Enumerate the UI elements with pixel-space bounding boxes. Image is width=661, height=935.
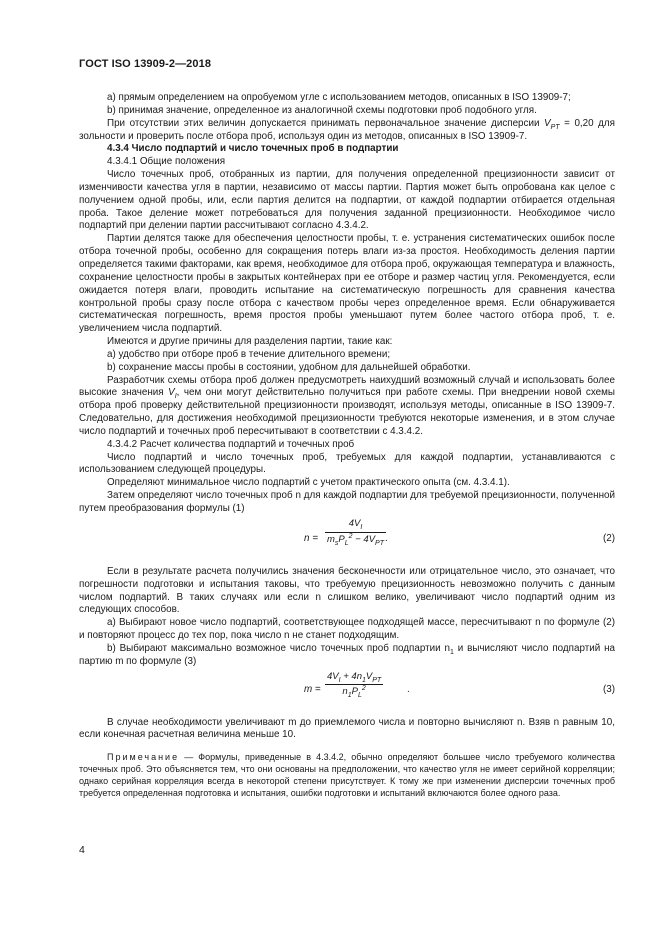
list-item-a1: a) прямым определением на опробуемом угле с использованием методов, описанных в ISO 13909-7; [107, 92, 571, 103]
formula-3-period: . [407, 683, 410, 695]
subsection-heading-4-3-4-2: 4.3.4.2 Расчет количества подпартий и точечных проб [107, 438, 355, 450]
paragraph-then: Затем определяют число точечных проб n для каждой подпартии для требуемой прецизионности, полученной путем преобразования формулы (1) [79, 490, 615, 514]
formula-2-denominator: $m_sP_L^2 - 4V_{PT}$ [327, 532, 384, 547]
note-label: Примечание [107, 752, 180, 763]
paragraph-other-reasons: Имеются и другие причины для разделения партии, такие как: [107, 336, 393, 348]
subsection-heading-4-3-4-1: 4.3.4.1 Общие положения [107, 156, 226, 168]
formula-2-number: (2) [602, 532, 615, 544]
paragraph-if-infinite: Если в результате расчета получились значения бесконечности или отрицательное число, это означает, что погрешности подготовки и испытания таковы, что требуемую прецизионность невозможно получить с данным числом подпартий. В таких случаях или если n слишком велико, увеличивают число подпартий одним из следующих способов. [79, 565, 615, 616]
formula-3-number: (3) [602, 683, 615, 695]
formula-3-denominator: $n_1P_L^2$ [325, 684, 383, 699]
formula-2-lhs: n = [304, 532, 318, 544]
note-text: Формулы, приведенные в 4.3.4.2, обычно определяют большее число требуемого количества точечных проб. Это объясняется тем, что они основаны на предположении, что качество угля не имеет серийной корреляции; однако серийная корреляция всегда в некоторой степени присутствует. К тому же при изменении дисперсии точечных проб требуется определенная подготовка и испытания, ошибки подготовки и испытаний включаются более одного раза. [79, 752, 615, 799]
formula-2-period: . [385, 532, 388, 544]
document-body [79, 92, 615, 808]
list-item-b1: b) принимая значение, определенное из аналогичной схемы подготовки проб подобного угля. [107, 104, 537, 116]
document-header: ГОСТ ISO 13909-2—2018 [79, 58, 212, 70]
page-number: 4 [79, 844, 85, 856]
formula-3 [79, 671, 615, 711]
paragraph-calc: Число подпартий и число точечных проб, требуемых для каждой подпартии, устанавливаются с использованием следующей процедуры. [79, 451, 615, 476]
formula-2-numerator: $4V_I$ [348, 517, 363, 531]
list-item-a3: a) Выбирают новое число подпартий, соответствующее подходящей массе, пересчитывают n по формуле (2) и повторяют процесс до тех пор, пока число n не станет подходящим. [79, 617, 615, 642]
list-item-b3: b) Выбирают максимально возможное число точечных проб подпартии $n_1$ и вычисляют число подпартий на партию m по формуле (3) [79, 642, 616, 667]
paragraph-integrity: Партии делятся также для обеспечения целостности пробы, т. е. устранения систематических ошибок после отбора точечной пробы, особенно для сокращения потерь влаги из-за простоя. Необходимость деления партии определяется такими факторами, как время, необходимое для отбора проб, окружающая температура и влажность, сохранение целостности пробы в закрытых контейнерах при ее отборе и размер частиц угля. Рекомендуется, если ожидается потеря влаги, проводить испытание на систематическую погрешность для сравнения качества контрольной пробы сразу после отбора с качеством пробы через определенное время. Если обнаруживается систематическая погрешность, время простоя пробы уменьшают путем более частого отбора проб, т. е. увеличением числа подпартий. [79, 233, 615, 335]
paragraph-increase: В случае необходимости увеличивают m до приемлемого числа и повторно вычисляют n. Взяв n равным 10, если конечная расчетная величина меньше 10. [79, 716, 615, 741]
list-item-a2: a) удобство при отборе проб в течение длительного времени; [107, 348, 391, 360]
list-item-b2: b) сохранение массы пробы в состоянии, удобном для дальнейшей обработки. [107, 361, 471, 373]
formula-3-fraction [325, 671, 383, 700]
note: Примечание — Формулы, приведенные в 4.3.4.2, обычно определяют большее число требуемого количества точечных проб. Это объясняется тем, что они основаны на предположении, что качество угля не имеет серийной корреляции; однако серийная корреляция всегда в некоторой степени присутствует. К тому же при изменении дисперсии точечных проб требуется определенная подготовка и испытания, ошибки подготовки и испытаний включаются более одного раза. [79, 752, 615, 799]
formula-2 [79, 518, 615, 560]
paragraph-min: Определяют минимальное число подпартий с учетом практического опыта (см. 4.3.4.1). [107, 477, 510, 489]
formula-2-fraction [325, 518, 386, 547]
formula-3-numerator: $4V_I + 4n_1V_{PT}$ [327, 670, 382, 684]
formula-3-lhs: m = [304, 683, 321, 695]
paragraph-developer: Разработчик схемы отбора проб должен предусмотреть наихудший возможный случай и использовать более высокие значения $V_I$, чем они могут действительно получиться при работе схемы. При внедрении новой схемы отбора проб проверку действительной прецизионности производят, используя методы, описанные в ISO 13909-7. Следовательно, для достижения необходимой прецизионности требуются некоторые изменения, и в этом случае число подпартий и точечных проб пересчитывают в соответствии с 4.3.4.2. [79, 374, 615, 437]
paragraph-absent: При отсутствии этих величин допускается принимать первоначальное значение дисперсии $V_{PT} = 0,20$ для зольности и проверить после отбора проб, используя один из методов, описанных в ISO 13909-7. [79, 117, 615, 142]
section-heading-4-3-4: 4.3.4 Число подпартий и число точечных проб в подпартии [107, 143, 399, 155]
paragraph-general: Число точечных проб, отобранных из партии, для получения определенной прецизионности зависит от изменчивости качества угля в партии, независимо от массы партии. Партия может быть опробована как целое с получением одной пробы, или, если партия делится на подпартии, от каждой подпартии отбирается отдельная проба. Такое деление может потребоваться для получения заданной прецизионности. Необходимое число подпартий при делении партии рассчитывают согласно 4.3.4.2. [79, 169, 615, 232]
